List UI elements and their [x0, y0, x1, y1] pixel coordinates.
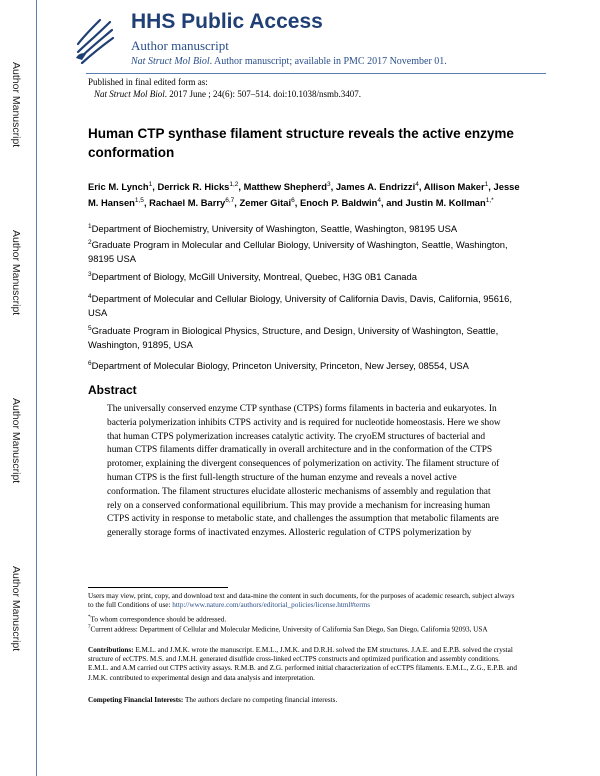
affiliation: $^5$Graduate Program in Biological Physics, Structure, and Design, University of Washington, Seattle, Washington, 91895, USA	[88, 325, 499, 351]
hhs-public-access-title: HHS Public Access	[131, 10, 323, 33]
author: Allison Maker$^1$,	[423, 181, 494, 193]
footnote-current-address: $^7$Current address: Department of Cellular and Molecular Medicine, University of California San Diego, San Diego, California 92093, USA	[88, 625, 488, 634]
author: Rachael M. Barry$^{6,7}$,	[149, 197, 240, 209]
availability-text: . Author manuscript; available in PMC 2017 November 01.	[209, 56, 447, 67]
footnote-contributions: Contributions: E.M.L. and J.M.K. wrote the manuscript. E.M.L., J.M.K. and D.R.H. solved the EM structures. J.A.E. and E.P.B. solved the crystal structure of ecCTPS. M.S. and J.M.H. generated disulfide cross-linked ecCTPS constructs and optimized purification and assembly conditions. E.M.L. and A.M carried out CTPS activity assays. R.M.B. and Z.G. performed initial characterization of ecCTPS filaments. E.M.L., Z.G., E.P.B. and J.M.K. contributed to experimental design and data analysis and interpretation.	[88, 646, 517, 682]
availability-line	[131, 56, 447, 67]
affiliation: $^1$Department of Biochemistry, University of Washington, Seattle, Washington, 98195 USA	[88, 223, 458, 235]
affiliation: $^2$Graduate Program in Molecular and Cellular Biology, University of Washington, Seattle, Washington, 98195 USA	[88, 239, 508, 265]
sidebar-label: Author Manuscript	[10, 566, 22, 652]
sidebar-rule	[36, 0, 37, 776]
affiliation: $^6$Department of Molecular Biology, Princeton University, Princeton, New Jersey, 08554, USA	[88, 360, 469, 372]
journal-name: Nat Struct Mol Biol	[131, 56, 210, 67]
author: Matthew Shepherd$^3$,	[243, 181, 336, 193]
sidebar-label: Author Manuscript	[10, 230, 22, 316]
citation-journal: Nat Struct Mol Biol	[94, 89, 165, 99]
author: Eric M. Lynch$^1$,	[88, 181, 158, 193]
paper-title: Human CTP synthase filament structure reveals the active enzyme conformation	[88, 126, 514, 160]
footnote-terms: Users may view, print, copy, and download text and data-mine the content in such documents, for the purposes of academic research, subject always to the full Conditions of use: http://www.nature.com/authors/editorial_policies/license.html#terms	[88, 592, 515, 610]
author-list	[88, 178, 528, 211]
author: James A. Endrizzi$^4$,	[335, 181, 424, 193]
terms-link[interactable]: http://www.nature.com/authors/editorial_policies/license.html#terms	[172, 601, 370, 610]
affiliation: $^4$Department of Molecular and Cellular Biology, University of California Davis, Davis, California, 95616, USA	[88, 293, 512, 319]
header-rule	[86, 73, 546, 74]
hhs-eagle-logo	[72, 14, 116, 64]
author: Derrick R. Hicks$^{1,2}$,	[157, 181, 244, 193]
sidebar-label: Author Manuscript	[10, 62, 22, 148]
author: Enoch P. Baldwin$^4$, and	[299, 197, 406, 209]
abstract-heading: Abstract	[88, 383, 137, 397]
footnote-competing-interests: Competing Financial Interests: The authors declare no competing financial interests.	[88, 696, 338, 704]
footnote-corresponding: *To whom correspondence should be addressed.	[88, 615, 227, 624]
author: Justin M. Kollman$^{1,*}$	[405, 197, 494, 209]
citation-text: . 2017 June ; 24(6): 507–514. doi:10.1038/nsmb.3407.	[164, 89, 361, 99]
citation	[94, 89, 361, 99]
author: Zemer Gitai$^6$,	[239, 197, 300, 209]
affiliation: $^3$Department of Biology, McGill University, Montreal, Quebec, H3G 0B1 Canada	[88, 271, 417, 283]
abstract-text: The universally conserved enzyme CTP synthase (CTPS) forms filaments in bacteria and eukaryotes. In bacteria polymerization inhibits CTPS activity and is required for nucleotide homeostasis. Here we show that human CTPS polymerization increases catalytic activity. The cryoEM structures of bacterial and human CTPS filaments differ dramatically in overall architecture and in the conformation of the CTPS protomer, explaining the divergent consequences of polymerization on activity. The filament structure of human CTPS is the first full-length structure of the human enzyme and reveals a novel active conformation. The filament structures elucidate allosteric mechanisms of assembly and regulation that rely on a conserved conformational equilibrium. This may provide a mechanism for increasing human CTPS activity in response to metabolic state, and challenges the assumption that metabolic filaments are generally storage forms of inactivated enzymes. Allosteric regulation of CTPS polymerization by	[107, 404, 501, 539]
author: Jesse M. Hansen$^{1,5}$,	[88, 181, 520, 209]
footnote-rule	[88, 587, 228, 588]
published-label: Published in final edited form as:	[88, 77, 208, 87]
sidebar-label: Author Manuscript	[10, 398, 22, 484]
author-manuscript-label: Author manuscript	[131, 38, 229, 53]
